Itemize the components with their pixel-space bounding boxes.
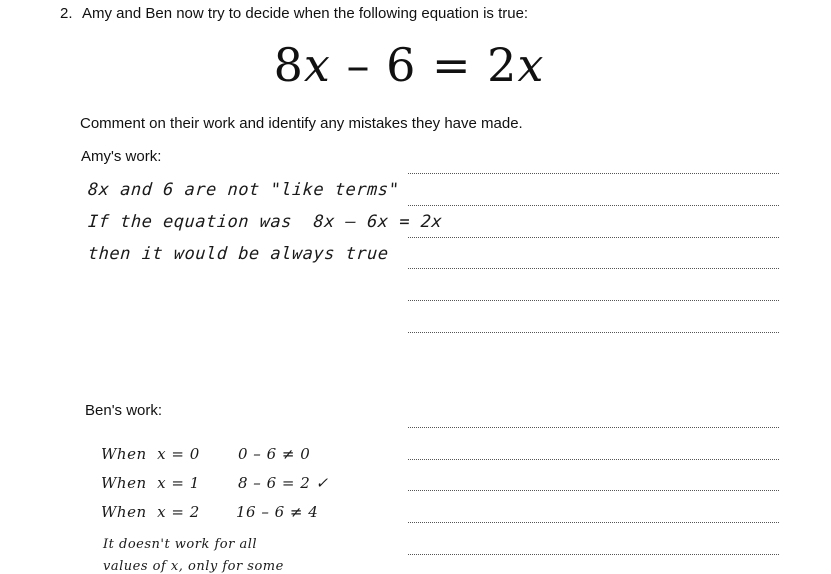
answer-line (408, 427, 779, 428)
equation-equals: = (431, 38, 472, 92)
equation-lhs-constant: 6 (386, 38, 417, 92)
equation (0, 38, 818, 92)
answer-line (408, 332, 779, 333)
ben-work-calc: 0 – 6 ≠ 0 (238, 445, 311, 463)
ben-work-calc: 8 – 6 = 2 ✓ (238, 474, 329, 492)
answer-line (408, 205, 779, 206)
ben-work-when: When x = 0 (101, 445, 200, 463)
answer-line (408, 522, 779, 523)
answer-line (408, 554, 779, 555)
ben-work-calc: 16 – 6 ≠ 4 (236, 503, 319, 521)
ben-work-conclusion: It doesn't work for all (103, 537, 258, 552)
ben-work-when: When x = 2 (101, 503, 200, 521)
amy-work-line: If the equation was 8x – 6x = 2x (87, 212, 443, 232)
answer-line (408, 173, 779, 174)
amy-work-line: then it would be always true (87, 244, 390, 264)
equation-rhs-variable: x (517, 38, 545, 92)
question-text: Amy and Ben now try to decide when the following equation is true: (82, 5, 529, 22)
answer-line (408, 300, 779, 301)
instruction-text: Comment on their work and identify any mistakes they have made. (80, 115, 523, 132)
answer-line (408, 490, 779, 491)
equation-rhs-coefficient: 2 (487, 38, 518, 92)
question-number: 2. (60, 5, 73, 22)
answer-line (408, 459, 779, 460)
ben-work-when: When x = 1 (101, 474, 200, 492)
equation-lhs-variable: x (303, 38, 331, 92)
ben-work-label: Ben's work: (85, 402, 163, 419)
ben-work-conclusion-continued: values of x, only for some (103, 559, 284, 574)
amy-work-line: 8x and 6 are not "like terms" (87, 180, 401, 200)
equation-lhs-coefficient: 8 (273, 38, 304, 92)
answer-line (408, 268, 779, 269)
equation-minus: – (346, 38, 371, 92)
answer-line (408, 237, 779, 238)
amy-work-label: Amy's work: (81, 148, 162, 165)
